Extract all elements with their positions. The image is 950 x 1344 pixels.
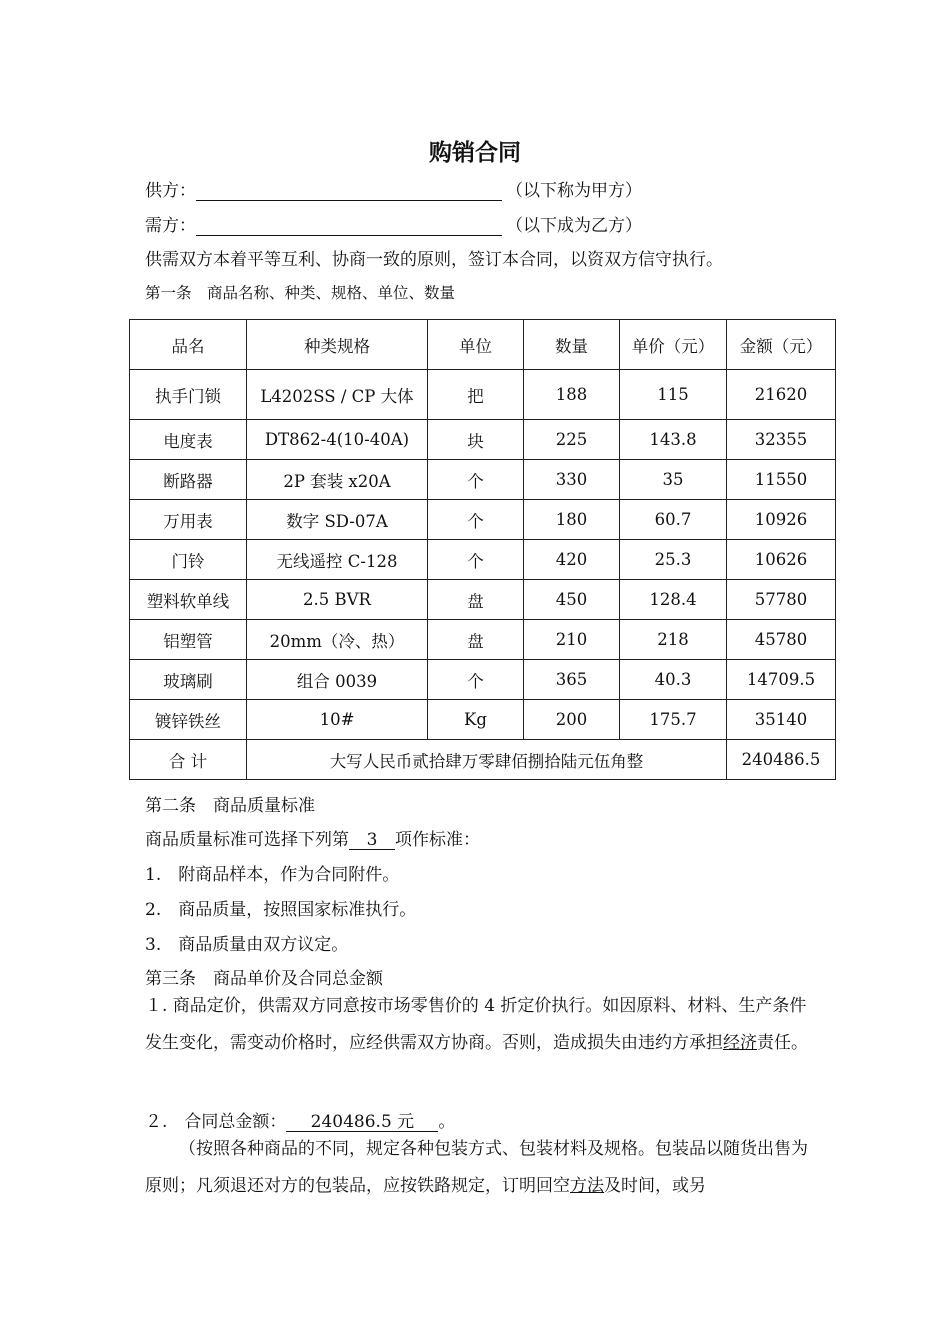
header-unit: 单位 bbox=[428, 320, 524, 370]
cell-unit: 把 bbox=[428, 370, 524, 420]
economic-link[interactable]: 经济 bbox=[723, 1033, 757, 1053]
cell-unit: 个 bbox=[428, 660, 524, 700]
cell-spec: 20mm（冷、热） bbox=[247, 620, 428, 660]
cell-spec: 10# bbox=[247, 700, 428, 740]
cell-name: 玻璃刷 bbox=[130, 660, 247, 700]
cell-spec: 2.5 BVR bbox=[247, 580, 428, 620]
cell-price: 40.3 bbox=[620, 660, 727, 700]
table-row bbox=[130, 370, 836, 420]
buyer-line bbox=[145, 211, 642, 236]
quality-item-3: 3. 商品质量由双方议定。 bbox=[145, 935, 349, 955]
cell-price: 35 bbox=[620, 460, 727, 500]
table-row bbox=[130, 620, 836, 660]
header-price: 单价（元） bbox=[620, 320, 727, 370]
total-amount-prefix: ２. 合同总金额： bbox=[145, 1112, 287, 1132]
header-amount: 金额（元） bbox=[727, 320, 836, 370]
cell-amount: 57780 bbox=[727, 580, 836, 620]
table-row bbox=[130, 420, 836, 460]
cell-spec: DT862-4(10-40A) bbox=[247, 420, 428, 460]
cell-qty: 210 bbox=[524, 620, 620, 660]
supplier-blank[interactable] bbox=[196, 182, 502, 201]
cell-name: 铝塑管 bbox=[130, 620, 247, 660]
total-label: 合 计 bbox=[130, 740, 247, 780]
cell-qty: 188 bbox=[524, 370, 620, 420]
pricing-paragraph bbox=[145, 988, 815, 1062]
cell-price: 25.3 bbox=[620, 540, 727, 580]
quality-select-suffix: 项作标准： bbox=[395, 830, 480, 850]
cell-unit: Kg bbox=[428, 700, 524, 740]
cell-spec: 数字 SD-07A bbox=[247, 500, 428, 540]
total-amount: 240486.5 bbox=[727, 740, 836, 780]
cell-amount: 11550 bbox=[727, 460, 836, 500]
pricing-text-end: 责任。 bbox=[757, 1033, 808, 1053]
packaging-text-end: 及时间，或另 bbox=[604, 1176, 706, 1196]
cell-name: 门铃 bbox=[130, 540, 247, 580]
table-total-row bbox=[130, 740, 836, 780]
cell-amount: 32355 bbox=[727, 420, 836, 460]
cell-amount: 35140 bbox=[727, 700, 836, 740]
header-spec: 种类规格 bbox=[247, 320, 428, 370]
cell-qty: 200 bbox=[524, 700, 620, 740]
cell-name: 镀锌铁丝 bbox=[130, 700, 247, 740]
cell-spec: 组合 0039 bbox=[247, 660, 428, 700]
cell-unit: 盘 bbox=[428, 580, 524, 620]
quality-item-1: 1. 附商品样本，作为合同附件。 bbox=[145, 865, 400, 885]
cell-spec: 2P 套装 x20A bbox=[247, 460, 428, 500]
cell-name: 万用表 bbox=[130, 500, 247, 540]
table-row bbox=[130, 540, 836, 580]
quality-select-value[interactable]: 3 bbox=[349, 831, 395, 850]
cell-qty: 420 bbox=[524, 540, 620, 580]
cell-name: 执手门锁 bbox=[130, 370, 247, 420]
table-row bbox=[130, 500, 836, 540]
cell-amount: 45780 bbox=[727, 620, 836, 660]
buyer-label: 需方： bbox=[145, 216, 196, 236]
total-words: 大写人民币贰拾肆万零肆佰捌拾陆元伍角整 bbox=[247, 740, 727, 780]
cell-price: 175.7 bbox=[620, 700, 727, 740]
cell-price: 218 bbox=[620, 620, 727, 660]
pricing-text: １. 商品定价，供需双方同意按市场零售价的 4 折定价执行。如因原料、材料、生产条件发生变化，需变动价格时，应经供需双方协商。否则，造成损失由违约方承担 bbox=[145, 996, 807, 1053]
packaging-paragraph bbox=[145, 1131, 815, 1205]
cell-amount: 10626 bbox=[727, 540, 836, 580]
buyer-blank[interactable] bbox=[196, 217, 502, 236]
intro-text: 供需双方本着平等互利、协商一致的原则，签订本合同，以资双方信守执行。 bbox=[145, 250, 723, 270]
cell-unit: 块 bbox=[428, 420, 524, 460]
cell-qty: 365 bbox=[524, 660, 620, 700]
cell-amount: 10926 bbox=[727, 500, 836, 540]
table-row bbox=[130, 580, 836, 620]
cell-spec: L4202SS / CP 大体 bbox=[247, 370, 428, 420]
cell-price: 143.8 bbox=[620, 420, 727, 460]
total-amount-value[interactable]: 240486.5 元 bbox=[286, 1113, 438, 1132]
method-link[interactable]: 方法 bbox=[570, 1176, 604, 1196]
quality-select-prefix: 商品质量标准可选择下列第 bbox=[145, 830, 349, 850]
quality-select-line bbox=[145, 825, 480, 850]
table-row bbox=[130, 700, 836, 740]
cell-name: 塑料软单线 bbox=[130, 580, 247, 620]
cell-qty: 450 bbox=[524, 580, 620, 620]
article2-heading: 第二条 商品质量标准 bbox=[145, 796, 315, 816]
article1-heading: 第一条 商品名称、种类、规格、单位、数量 bbox=[145, 284, 456, 302]
cell-amount: 14709.5 bbox=[727, 660, 836, 700]
supplier-suffix: （以下称为甲方） bbox=[506, 181, 642, 201]
total-amount-suffix: 。 bbox=[438, 1112, 456, 1132]
cell-price: 128.4 bbox=[620, 580, 727, 620]
cell-amount: 21620 bbox=[727, 370, 836, 420]
supplier-label: 供方： bbox=[145, 181, 196, 201]
cell-unit: 个 bbox=[428, 540, 524, 580]
table-header-row bbox=[130, 320, 836, 370]
cell-price: 115 bbox=[620, 370, 727, 420]
header-name: 品名 bbox=[130, 320, 247, 370]
cell-name: 断路器 bbox=[130, 460, 247, 500]
cell-qty: 225 bbox=[524, 420, 620, 460]
table-row bbox=[130, 460, 836, 500]
article3-heading: 第三条 商品单价及合同总金额 bbox=[145, 969, 383, 989]
cell-name: 电度表 bbox=[130, 420, 247, 460]
supplier-line bbox=[145, 176, 642, 201]
cell-qty: 330 bbox=[524, 460, 620, 500]
document-title: 购销合同 bbox=[429, 140, 521, 166]
packaging-text: （按照各种商品的不同，规定各种包装方式、包装材料及规格。包装品以随货出售为原则；凡须退还对方的包装品，应按铁路规定，订明回空 bbox=[145, 1139, 808, 1196]
cell-unit: 盘 bbox=[428, 620, 524, 660]
cell-qty: 180 bbox=[524, 500, 620, 540]
header-qty: 数量 bbox=[524, 320, 620, 370]
cell-spec: 无线遥控 C-128 bbox=[247, 540, 428, 580]
goods-table bbox=[129, 319, 836, 780]
table-row bbox=[130, 660, 836, 700]
quality-item-2: 2. 商品质量，按照国家标准执行。 bbox=[145, 900, 417, 920]
cell-unit: 个 bbox=[428, 460, 524, 500]
buyer-suffix: （以下成为乙方） bbox=[506, 216, 642, 236]
cell-price: 60.7 bbox=[620, 500, 727, 540]
cell-unit: 个 bbox=[428, 500, 524, 540]
total-amount-line bbox=[145, 1107, 455, 1132]
